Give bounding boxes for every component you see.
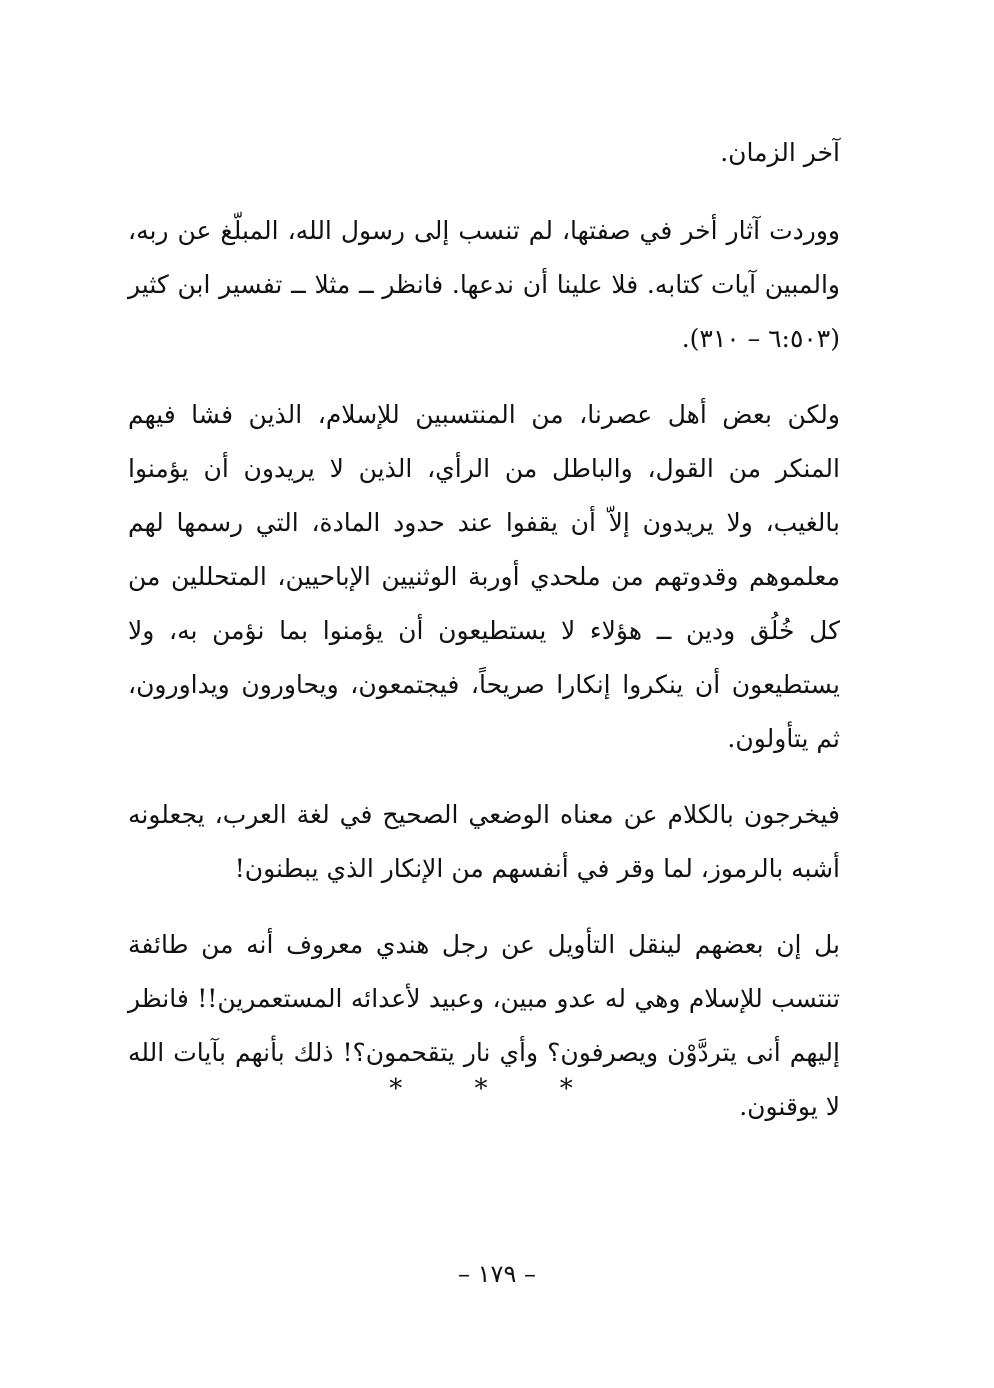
- paragraph-1: ووردت آثار أخر في صفتها، لم تنسب إلى رسول الله، المبلّغ عن ربه، والمبين آيات كتابه. فلا علينا أن ندعها. فانظر ــ مثلا ــ تفسير ابن كثير (٦:٥٠٣ – ٣١٠).: [128, 216, 840, 353]
- opening-line: آخر الزمان.: [720, 138, 840, 167]
- paragraph-2: ولكن بعض أهل عصرنا، من المنتسبين للإسلام، الذين فشا فيهم المنكر من القول، والباطل من الرأي، الذين لا يريدون أن يؤمنوا بالغيب، ولا يريدون إلاّ أن يقفوا عند حدود المادة، التي رسمها لهم معلموهم وقدوتهم من ملحدي أوربة الوثنيين الإباحيين، المتحللين من كل خُلُق ودين ــ هؤلاء لا يستطيعون أن يؤمنوا بما نؤمن به، ولا يستطيعون أن ينكروا إنكارا صريحاً، فيجتمعون، ويحاورون ويداورون، ثم يتأولون.: [128, 400, 840, 753]
- body-text: [128, 204, 840, 1156]
- paragraph-4: بل إن بعضهم لينقل التأويل عن رجل هندي معروف أنه من طائفة تنتسب للإسلام وهي له عدو مبين، وعبيد لأعدائه المستعمرين!! فانظر إليهم أنى يتردَّوْن ويصرفون؟ وأي نار يتقحمون؟! ذلك بأنهم بآيات الله لا يوقنون.: [128, 930, 840, 1121]
- paragraph-3: فيخرجون بالكلام عن معناه الوضعي الصحيح في لغة العرب، يجعلونه أشبه بالرموز، لما وقر في أنفسهم من الإنكار الذي يبطنون!: [128, 800, 840, 883]
- section-separator: * * *: [389, 1074, 605, 1104]
- page-number: – ١٧٩ –: [458, 1260, 536, 1288]
